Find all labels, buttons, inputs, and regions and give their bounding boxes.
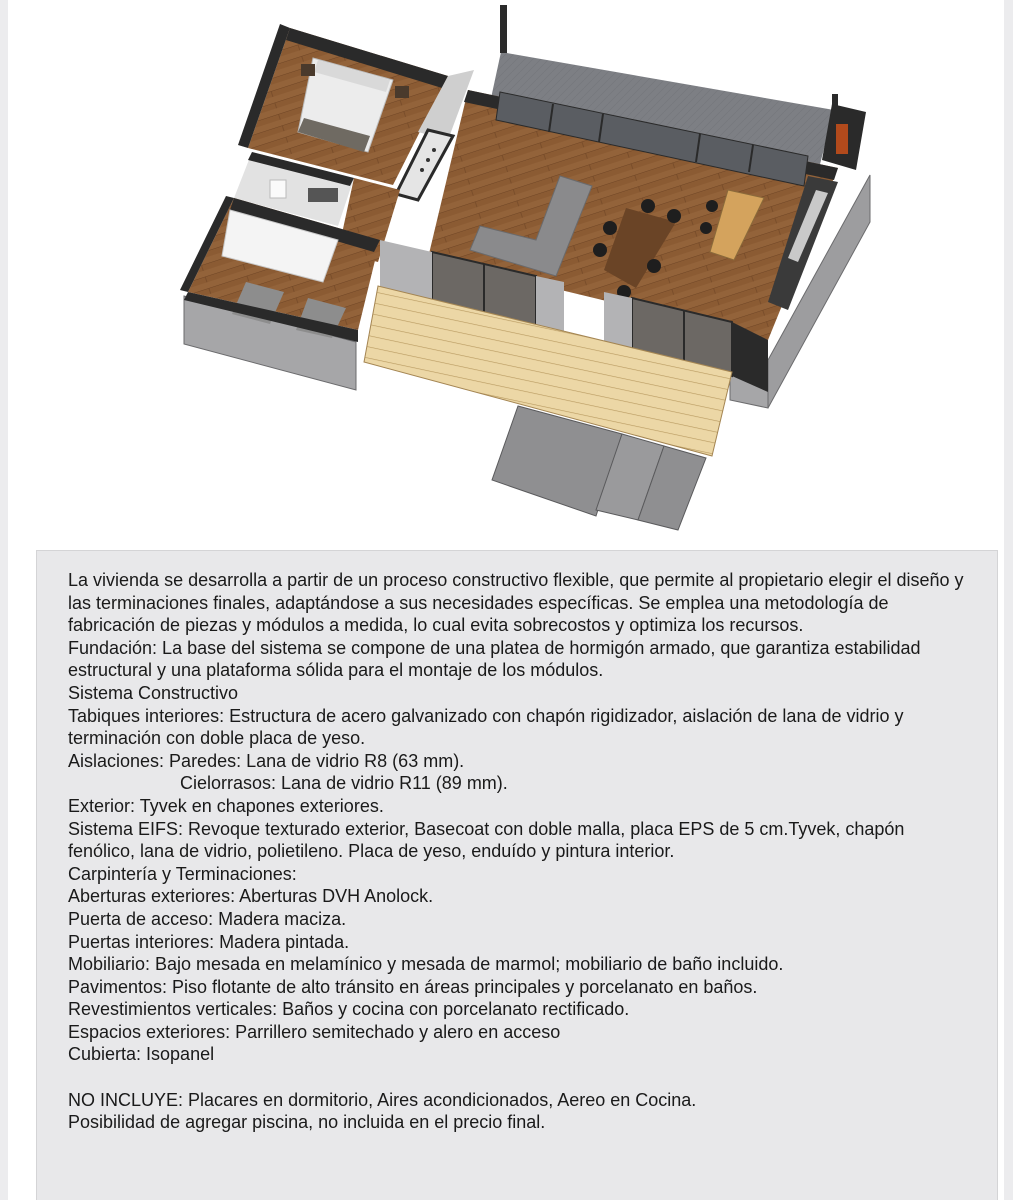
- specifications-text: [68, 569, 973, 1134]
- house-floor-plan-render: [8, 0, 1004, 548]
- outdoor-spaces-line: Espacios exteriores: Parrillero semitechado y alero en acceso: [68, 1021, 561, 1042]
- roof-line: Cubierta: Isopanel: [68, 1044, 215, 1065]
- interior-walls-line: Tabiques interiores: Estructura de acero galvanizado con chapón rigidizador, aislación de lana de vidrio y terminación con doble placa de yeso.: [68, 705, 904, 749]
- insulation-walls-line: Aislaciones: Paredes: Lana de vidrio R8 (63 mm).: [68, 750, 465, 771]
- interior-doors-line: Puertas interiores: Madera pintada.: [68, 931, 350, 952]
- section-heading-construction: Sistema Constructivo: [68, 682, 239, 703]
- wall-cladding-line: Revestimientos verticales: Baños y cocina con porcelanato rectificado.: [68, 999, 630, 1020]
- exterior-line: Exterior: Tyvek en chapones exteriores.: [68, 795, 384, 816]
- exterior-openings-line: Aberturas exteriores: Aberturas DVH Anolock.: [68, 886, 434, 907]
- page: [8, 0, 1004, 1200]
- not-included-line: NO INCLUYE: Placares en dormitorio, Aires acondicionados, Aereo en Cocina.: [68, 1089, 697, 1110]
- insulation-ceiling-line: Cielorrasos: Lana de vidrio R11 (89 mm).: [180, 773, 508, 794]
- furniture-line: Mobiliario: Bajo mesada en melamínico y mesada de marmol; mobiliario de baño incluido.: [68, 954, 784, 975]
- intro-paragraph: La vivienda se desarrolla a partir de un proceso constructivo flexible, que permite al propietario elegir el diseño y las terminaciones finales, adaptándose a sus necesidades específicas. Se emplea una metodología de fabricación de piezas y módulos a medida, lo cual evita sobrecostos y optimiza los recursos.: [68, 570, 964, 636]
- eifs-line: Sistema EIFS: Revoque texturado exterior, Basecoat con doble malla, placa EPS de 5 cm.Tyvek, chapón fenólico, lana de vidrio, polietileno. Placa de yeso, enduído y pintura interior.: [68, 818, 905, 862]
- pool-option-line: Posibilidad de agregar piscina, no incluida en el precio final.: [68, 1112, 546, 1133]
- entry-door-line: Puerta de acceso: Madera maciza.: [68, 908, 347, 929]
- spacer: [68, 1066, 973, 1089]
- foundation-line: Fundación: La base del sistema se compone de una platea de hormigón armado, que garantiza estabilidad estructural y una plataforma sólida para el montaje de los módulos.: [68, 637, 921, 681]
- section-heading-carpentry: Carpintería y Terminaciones:: [68, 863, 297, 884]
- specifications-box: [36, 550, 998, 1200]
- chimney-pipe: [500, 5, 507, 53]
- flooring-line: Pavimentos: Piso flotante de alto tránsito en áreas principales y porcelanato en baños.: [68, 976, 758, 997]
